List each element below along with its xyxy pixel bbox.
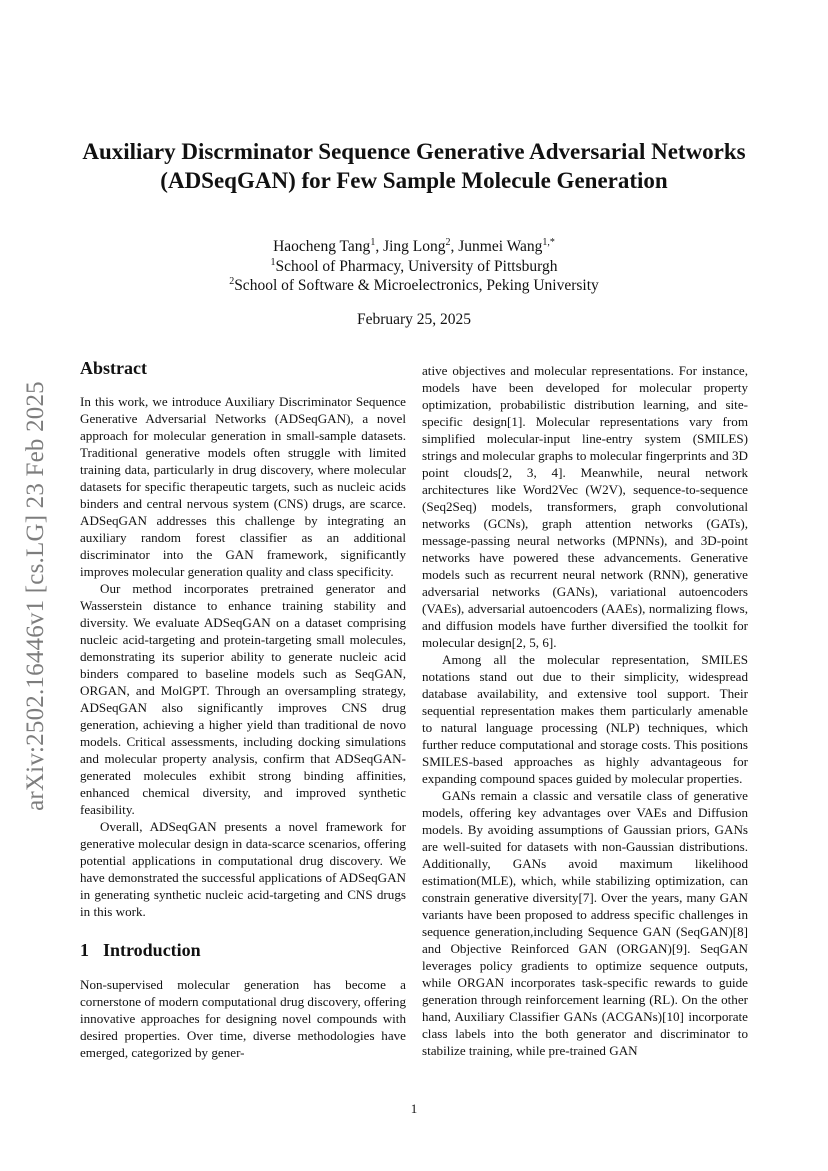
author-affiliation-marker: 2 bbox=[445, 237, 451, 248]
abstract-paragraph: Our method incorporates pretrained generator and Wasserstein distance to enhance training stability and diversity. We evaluate ADSeqGAN on a dataset comprising nucleic acid-targeting and protein-targeting small molecules, demonstrating its superior ability to generate nucleic acid binders compared to baseline models such as SeqGAN, ORGAN, and MolGPT. Through an oversampling strategy, ADSeqGAN also significantly improves CNS drug generation, achieving a higher yield than traditional de novo models. Critical assessments, including docking simulations and molecular property analysis, confirm that ADSeqGAN-generated molecules exhibit strong binding affinities, enhanced chemical diversity, and improved synthetic feasibility. bbox=[80, 581, 406, 817]
abstract-paragraph: In this work, we introduce Auxiliary Discriminator Sequence Generative Adversarial Networks (ADSeqGAN), a novel approach for molecular generation in small-sample datasets. Traditional generative models often struggle with limited training data, particularly in drug discovery, where molecular datasets for specific therapeutic targets, such as nucleic acids binders and central nervous system (CNS) drugs, are scarce. ADSeqGAN addresses this challenge by integrating an auxiliary random forest classifier as an additional discriminator into the GAN framework, significantly improves molecular generation quality and class specificity. bbox=[80, 394, 406, 579]
author-affiliation-marker: 1,* bbox=[542, 237, 555, 248]
introduction-heading bbox=[80, 939, 406, 961]
section-title: Introduction bbox=[103, 940, 201, 960]
affiliation-text: School of Pharmacy, University of Pittsburgh bbox=[275, 258, 558, 275]
introduction-paragraph: Non-supervised molecular generation has become a cornerstone of modern computational drug discovery, offering innovative approaches for designing novel compounds with desired properties. Over time, diverse methodologies have emerged, categorized by gener- bbox=[80, 977, 406, 1060]
abstract-heading: Abstract bbox=[80, 358, 147, 378]
affiliation-marker: 1 bbox=[270, 257, 276, 268]
publication-date: February 25, 2025 bbox=[356, 311, 472, 328]
introduction-paragraph: Among all the molecular representation, SMILES notations stand out due to their simplicity, widespread database availability, and extensive tool support. Their sequential representation makes them particularly amenable to natural language processing (NLP) techniques, which further reduce computational and storage costs. This positions SMILES-based approaches as highly advantageous for expanding compound spaces guided by molecular properties. bbox=[422, 652, 748, 786]
arxiv-identifier-text: arXiv:2502.16446v1 [cs.LG] 23 Feb 2025 bbox=[22, 381, 49, 811]
introduction-paragraph: ative objectives and molecular representations. For instance, models have been developed for molecular property optimization, probabilistic distribution learning, and site-specific design[1]. Molecular representations vary from simplified molecular-input line-entry system (SMILES) strings and molecular graphs to molecular fingerprints and 3D point clouds[2, 3, 4]. Meanwhile, neural network architectures like Word2Vec (W2V), sequence-to-sequence (Seq2Seq) models, transformers, graph convolutional networks (GCNs), graph attention networks (GATs), message-passing neural networks (MPNNs), and 3D-point networks have powered these advancements. Generative models such as recurrent neural network (RNN), generative adversarial networks (GANs), variational autoencoders (VAEs), adversarial autoencoders (AAEs), normalizing flows, and diffusion models have further diversified the toolkit for molecular design[2, 5, 6]. bbox=[422, 363, 748, 650]
arxiv-identifier bbox=[23, 365, 49, 827]
affiliation bbox=[80, 258, 748, 276]
author-list: Haocheng Tang$^1$, Jing Long$^2$, Junmei Wang$^{1,*}$ bbox=[273, 237, 555, 255]
affiliation bbox=[80, 277, 748, 295]
page-number: 1 bbox=[410, 1101, 418, 1116]
author-name: Haocheng Tang bbox=[273, 238, 371, 255]
section-number: 1 bbox=[80, 940, 89, 960]
abstract-paragraph: Overall, ADSeqGAN presents a novel framework for generative molecular design in data-scarce scenarios, offering potential applications in computational drug discovery. We have demonstrated the successful applications of ADSeqGAN in generating synthetic nucleic acid-targeting and CNS drugs in this work. bbox=[80, 819, 406, 919]
author-affiliation-marker: 1 bbox=[370, 237, 376, 248]
right-column bbox=[422, 362, 748, 1059]
affiliation-text: School of Software & Microelectronics, Peking University bbox=[234, 277, 599, 294]
left-column bbox=[80, 357, 406, 1061]
paper-title: Auxiliary Discrminator Sequence Generative Adversarial Networks (ADSeqGAN) for Few Sample Molecule Generation bbox=[82, 139, 746, 193]
introduction-paragraph: GANs remain a classic and versatile class of generative models, offering key advantages over VAEs and Diffusion models. By avoiding assumptions of Gaussian priors, GANs are well-suited for datasets with non-Gaussian distributions. Additionally, GANs avoid maximum likelihood estimation(MLE), which, while stabilizing optimization, can constrain generative diversity[7]. Over the years, many GAN variants have been proposed to address specific challenges in sequence generation,including Sequence GAN (SeqGAN)[8] and Objective Reinforced GAN (ORGAN)[9]. SeqGAN leverages policy gradients to optimize sequence outputs, while ORGAN incorporates task-specific rewards to guide generation through reinforcement learning (RL). On the other hand, Auxiliary Classifier GANs (ACGANs)[10] incorporate class labels into the both generator and discriminator to stabilize training, while pre-trained GAN bbox=[422, 788, 748, 1058]
author-name: Jing Long bbox=[383, 238, 446, 255]
author-name: Junmei Wang bbox=[458, 238, 543, 255]
affiliation-marker: 2 bbox=[229, 276, 235, 287]
